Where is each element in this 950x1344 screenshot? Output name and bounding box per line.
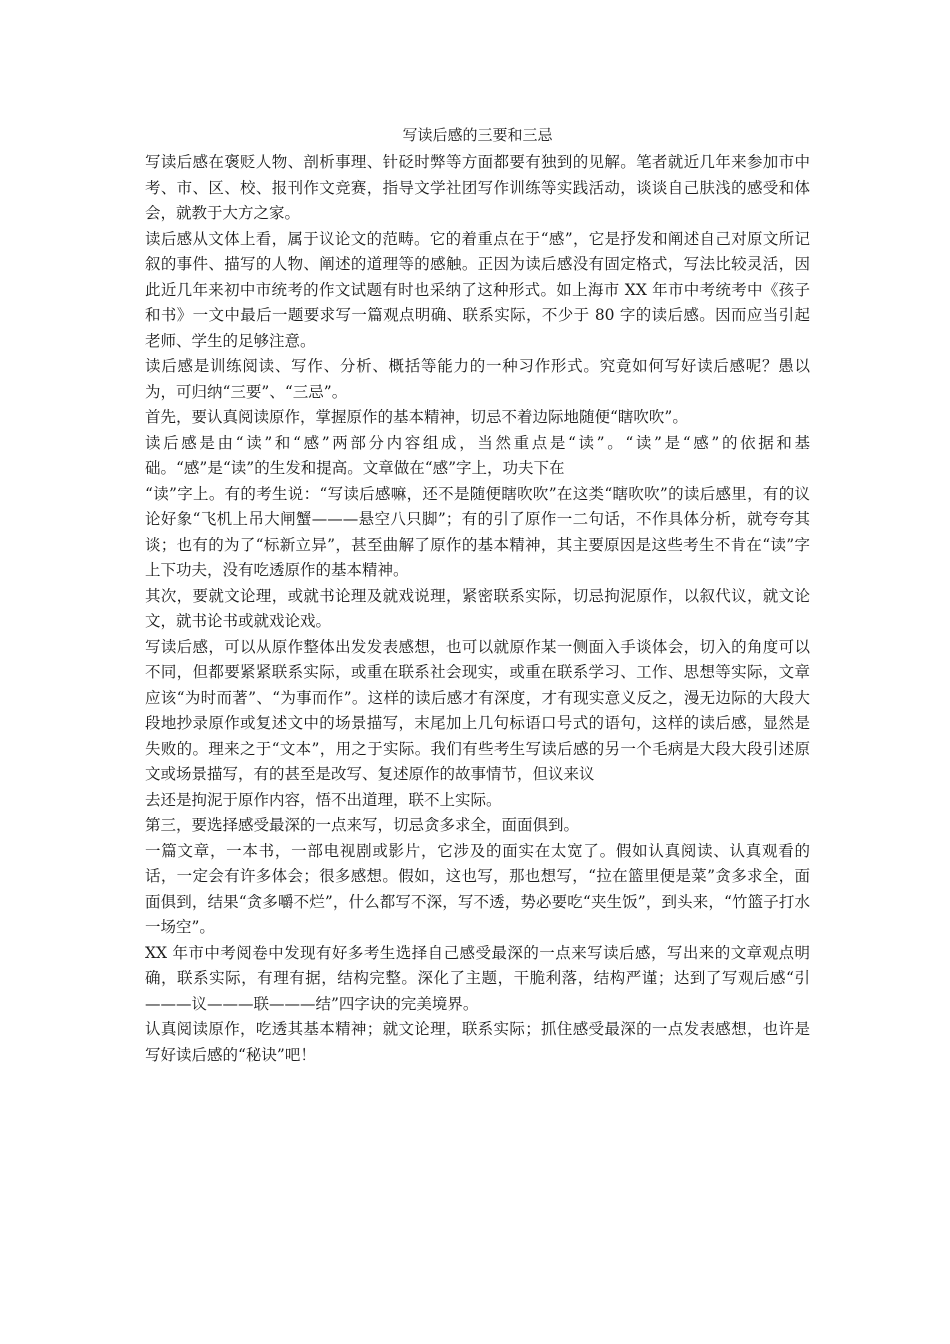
paragraph-point-one-body-b: “读”字上。有的考生说：“写读后感嘛，还不是随便瞎吹吹”在这类“瞎吹吹”的读后感里，有的议论好象“飞机上吊大闸蟹———悬空八只脚”；有的引了原作一二句话，不作具体分析，就夸夸其谈；也有的为了“标新立异”，甚至曲解了原作的基本精神，其主要原因是这些考生不肯在“读”字上下功夫，没有吃透原作的基本精神。	[145, 484, 810, 579]
paragraph-genre: 读后感从文体上看，属于议论文的范畴。它的着重点在于“感”，它是抒发和阐述自己对原文所记叙的事件、描写的人物、阐述的道理等的感触。正因为读后感没有固定格式，写法比较灵活，因此近几年来初中市统考的作文试题有时也采纳了这种形式。如上海市 XX 年市中考统考中《孩子和书》一文中最后一题要求写一篇观点明确、联系实际，不少于 80 字的读后感。因而应当引起老师、学生的足够注意。	[145, 229, 810, 350]
paragraph-point-two-body-b: 去还是拘泥于原作内容，悟不出道理，联不上实际。	[145, 790, 502, 809]
paragraph-point-one-body-a: 读后感是由“读”和“感”两部分内容组成，当然重点是“读”。“读”是“感”的依据和基础。“感”是“读”的生发和提高。文章做在“感”字上，功夫下在	[145, 433, 810, 477]
paragraph-point-one-heading: 首先，要认真阅读原作，掌握原作的基本精神，切忌不着边际地随便“瞎吹吹”。	[145, 408, 688, 426]
paragraph-conclusion: 认真阅读原作，吃透其基本精神；就文论理，联系实际；抓住感受最深的一点发表感想，也许是写好读后感的“秘诀”吧！	[145, 1020, 810, 1064]
paragraph-overview: 读后感是训练阅读、写作、分析、概括等能力的一种习作形式。究竟如何写好读后感呢？愚以为，可归纳“三要”、“三忌”。	[145, 357, 810, 401]
paragraph-point-three-heading: 第三，要选择感受最深的一点来写，切忌贪多求全，面面俱到。	[145, 816, 580, 834]
document-title: 写读后感的三要和三忌	[402, 126, 553, 144]
paragraph-point-two-heading: 其次，要就文论理，或就书论理及就戏说理，紧密联系实际，切忌拘泥原作，以叙代议，就文论文，就书论书或就戏论戏。	[145, 586, 810, 630]
paragraph-point-two-body-a: 写读后感，可以从原作整体出发发表感想，也可以就原作某一侧面入手谈体会，切入的角度可以不同，但都要紧紧联系实际，或重在联系社会现实，或重在联系学习、工作、思想等实际，文章应该“为时而著”、“为事而作”。这样的读后感才有深度，才有现实意义反之，漫无边际的大段大段地抄录原作或复述文中的场景描写，末尾加上几句标语口号式的语句，这样的读后感，显然是失败的。理来之于“文本”，用之于实际。我们有些考生写读后感的另一个毛病是大段大段引述原文或场景描写，有的甚至是改写、复述原作的故事情节，但议来议	[145, 637, 810, 783]
document-page	[145, 123, 810, 1068]
paragraph-intro: 写读后感在褒贬人物、剖析事理、针砭时弊等方面都要有独到的见解。笔者就近几年来参加市中考、市、区、校、报刊作文竞赛，指导文学社团写作训练等实践活动，谈谈自己肤浅的感受和体会，就教于大方之家。	[145, 153, 810, 222]
paragraph-point-three-body: 一篇文章，一本书，一部电视剧或影片，它涉及的面实在太宽了。假如认真阅读、认真观看的话，一定会有许多体会；很多感想。假如，这也写，那也想写，“拉在篮里便是菜”贪多求全，面面俱到，结果“贪多嚼不烂”，什么都写不深，写不透，势必要吃“夹生饭”，到头来，“竹篮子打水一场空”。	[145, 841, 810, 936]
paragraph-exam-example: XX 年市中考阅卷中发现有好多考生选择自己感受最深的一点来写读后感，写出来的文章观点明确，联系实际，有理有据，结构完整。深化了主题，干脆利落，结构严谨；达到了写观后感“引———议———联———结”四字诀的完美境界。	[145, 943, 810, 1013]
